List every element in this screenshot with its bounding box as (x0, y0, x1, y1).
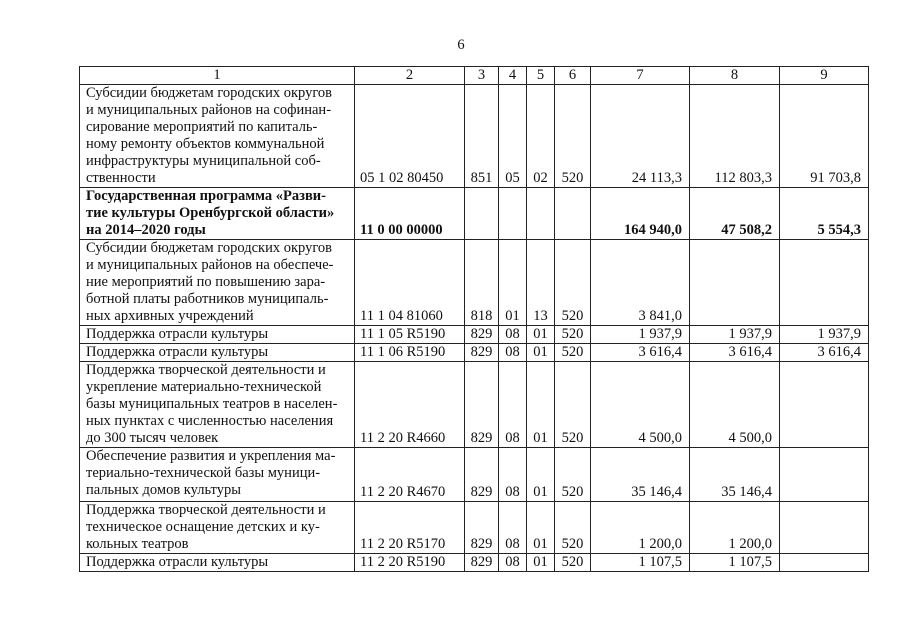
amount-col8-cell: 35 146,4 (690, 448, 780, 502)
expense-type-cell: 520 (555, 554, 591, 572)
subsection-code-cell: 02 (527, 85, 555, 188)
agency-code-cell: 851 (465, 85, 499, 188)
row-title-line: техническое оснащение детских и ку- (86, 519, 320, 535)
row-title-line: до 300 тысяч человек (86, 430, 219, 446)
budget-code-cell: 11 2 20 R4670 (355, 448, 465, 502)
expense-type-cell: 520 (555, 502, 591, 554)
row-title-cell (80, 326, 355, 344)
table-row (80, 502, 869, 554)
row-title-cell (80, 240, 355, 326)
row-title-line: Субсидии бюджетам городских округов (86, 240, 333, 256)
row-title-line: ние мероприятий по повышению зара- (86, 274, 326, 290)
amount-col8-cell: 112 803,3 (690, 85, 780, 188)
row-title-line: Поддержка творческой деятельности и (86, 362, 326, 378)
section-code-cell: 08 (499, 502, 527, 554)
page-number: 6 (457, 37, 465, 53)
expense-type-cell: 520 (555, 85, 591, 188)
subsection-code-cell: 01 (527, 344, 555, 362)
row-title-line: укрепление материально-технической (86, 379, 322, 395)
section-code-cell: 05 (499, 85, 527, 188)
budget-table (79, 66, 869, 572)
table-row (80, 554, 869, 572)
amount-col8-cell: 1 937,9 (690, 326, 780, 344)
row-title-cell (80, 448, 355, 502)
amount-col9-cell (780, 240, 869, 326)
amount-col9-cell: 5 554,3 (780, 188, 869, 240)
subsection-code-cell: 01 (527, 326, 555, 344)
row-title-line: сирование мероприятий по капиталь- (86, 119, 318, 135)
amount-col9-cell (780, 554, 869, 572)
row-title-cell (80, 554, 355, 572)
row-title-line: ных архивных учреждений (86, 308, 254, 324)
row-title-line: и муниципальных районов на обеспече- (86, 257, 334, 273)
agency-code-cell: 829 (465, 344, 499, 362)
subsection-code-cell: 13 (527, 240, 555, 326)
amount-col7-cell: 24 113,3 (591, 85, 690, 188)
budget-code-cell: 11 2 20 R5190 (355, 554, 465, 572)
row-title-cell (80, 85, 355, 188)
amount-col9-cell: 1 937,9 (780, 326, 869, 344)
column-number-header: 1 (80, 67, 355, 85)
amount-col8-cell: 47 508,2 (690, 188, 780, 240)
budget-code-cell: 11 0 00 00000 (355, 188, 465, 240)
row-title-cell (80, 502, 355, 554)
amount-col8-cell (690, 240, 780, 326)
row-title-line: Государственная программа «Разви- (86, 188, 326, 204)
row-title-line: ственности (86, 170, 156, 186)
amount-col9-cell: 3 616,4 (780, 344, 869, 362)
table-row (80, 240, 869, 326)
amount-col9-cell (780, 362, 869, 448)
amount-col9-cell: 91 703,8 (780, 85, 869, 188)
row-title-line: инфраструктуры муниципальной соб- (86, 153, 321, 169)
expense-type-cell (555, 188, 591, 240)
row-title-line: на 2014–2020 годы (86, 222, 206, 238)
column-number-header: 9 (780, 67, 869, 85)
amount-col7-cell: 4 500,0 (591, 362, 690, 448)
expense-type-cell: 520 (555, 344, 591, 362)
table-row (80, 85, 869, 188)
table-row (80, 188, 869, 240)
subsection-code-cell: 01 (527, 554, 555, 572)
amount-col8-cell: 1 107,5 (690, 554, 780, 572)
amount-col8-cell: 3 616,4 (690, 344, 780, 362)
amount-col7-cell: 35 146,4 (591, 448, 690, 502)
amount-col7-cell: 164 940,0 (591, 188, 690, 240)
amount-col7-cell: 1 200,0 (591, 502, 690, 554)
budget-code-cell: 11 2 20 R5170 (355, 502, 465, 554)
agency-code-cell: 829 (465, 326, 499, 344)
expense-type-cell: 520 (555, 240, 591, 326)
amount-col8-cell: 1 200,0 (690, 502, 780, 554)
column-number-header: 7 (591, 67, 690, 85)
row-title-line: ному ремонту объектов коммунальной (86, 136, 325, 152)
row-title-line: териально-технической базы муници- (86, 465, 321, 481)
section-code-cell: 01 (499, 240, 527, 326)
subsection-code-cell: 01 (527, 448, 555, 502)
row-title-line: Поддержка творческой деятельности и (86, 502, 326, 518)
column-number-header: 4 (499, 67, 527, 85)
row-title-line: Обеспечение развития и укрепления ма- (86, 448, 336, 464)
section-code-cell: 08 (499, 554, 527, 572)
amount-col9-cell (780, 502, 869, 554)
table-row (80, 362, 869, 448)
budget-code-cell: 11 1 05 R5190 (355, 326, 465, 344)
subsection-code-cell: 01 (527, 362, 555, 448)
budget-code-cell: 05 1 02 80450 (355, 85, 465, 188)
table-row (80, 448, 869, 502)
table-row (80, 326, 869, 344)
row-title-cell (80, 188, 355, 240)
row-title-cell (80, 344, 355, 362)
subsection-code-cell (527, 188, 555, 240)
row-title-cell (80, 362, 355, 448)
agency-code-cell: 818 (465, 240, 499, 326)
amount-col8-cell: 4 500,0 (690, 362, 780, 448)
agency-code-cell (465, 188, 499, 240)
column-number-row (80, 67, 869, 85)
table-row (80, 344, 869, 362)
subsection-code-cell: 01 (527, 502, 555, 554)
agency-code-cell: 829 (465, 448, 499, 502)
expense-type-cell: 520 (555, 448, 591, 502)
row-title-line: тие культуры Оренбургской области» (86, 205, 335, 221)
row-title-line: базы муниципальных театров в населен- (86, 396, 338, 412)
section-code-cell: 08 (499, 448, 527, 502)
column-number-header: 8 (690, 67, 780, 85)
row-title-line: кольных театров (86, 536, 189, 552)
row-title-line: пальных домов культуры (86, 482, 241, 498)
column-number-header: 6 (555, 67, 591, 85)
agency-code-cell: 829 (465, 554, 499, 572)
amount-col9-cell (780, 448, 869, 502)
row-title-line: ботной платы работников муниципаль- (86, 291, 329, 307)
budget-code-cell: 11 1 06 R5190 (355, 344, 465, 362)
column-number-header: 2 (355, 67, 465, 85)
section-code-cell: 08 (499, 326, 527, 344)
agency-code-cell: 829 (465, 502, 499, 554)
expense-type-cell: 520 (555, 362, 591, 448)
amount-col7-cell: 1 937,9 (591, 326, 690, 344)
amount-col7-cell: 3 616,4 (591, 344, 690, 362)
agency-code-cell: 829 (465, 362, 499, 448)
row-title-line: Поддержка отрасли культуры (86, 344, 269, 360)
row-title-line: и муниципальных районов на софинан- (86, 102, 332, 118)
row-title-line: Субсидии бюджетам городских округов (86, 85, 333, 101)
row-title-line: Поддержка отрасли культуры (86, 554, 269, 570)
row-title-line: ных пунктах с численностью населения (86, 413, 334, 429)
budget-code-cell: 11 2 20 R4660 (355, 362, 465, 448)
section-code-cell: 08 (499, 362, 527, 448)
row-title-line: Поддержка отрасли культуры (86, 326, 269, 342)
section-code-cell: 08 (499, 344, 527, 362)
expense-type-cell: 520 (555, 326, 591, 344)
amount-col7-cell: 1 107,5 (591, 554, 690, 572)
column-number-header: 5 (527, 67, 555, 85)
budget-code-cell: 11 1 04 81060 (355, 240, 465, 326)
column-number-header: 3 (465, 67, 499, 85)
section-code-cell (499, 188, 527, 240)
amount-col7-cell: 3 841,0 (591, 240, 690, 326)
